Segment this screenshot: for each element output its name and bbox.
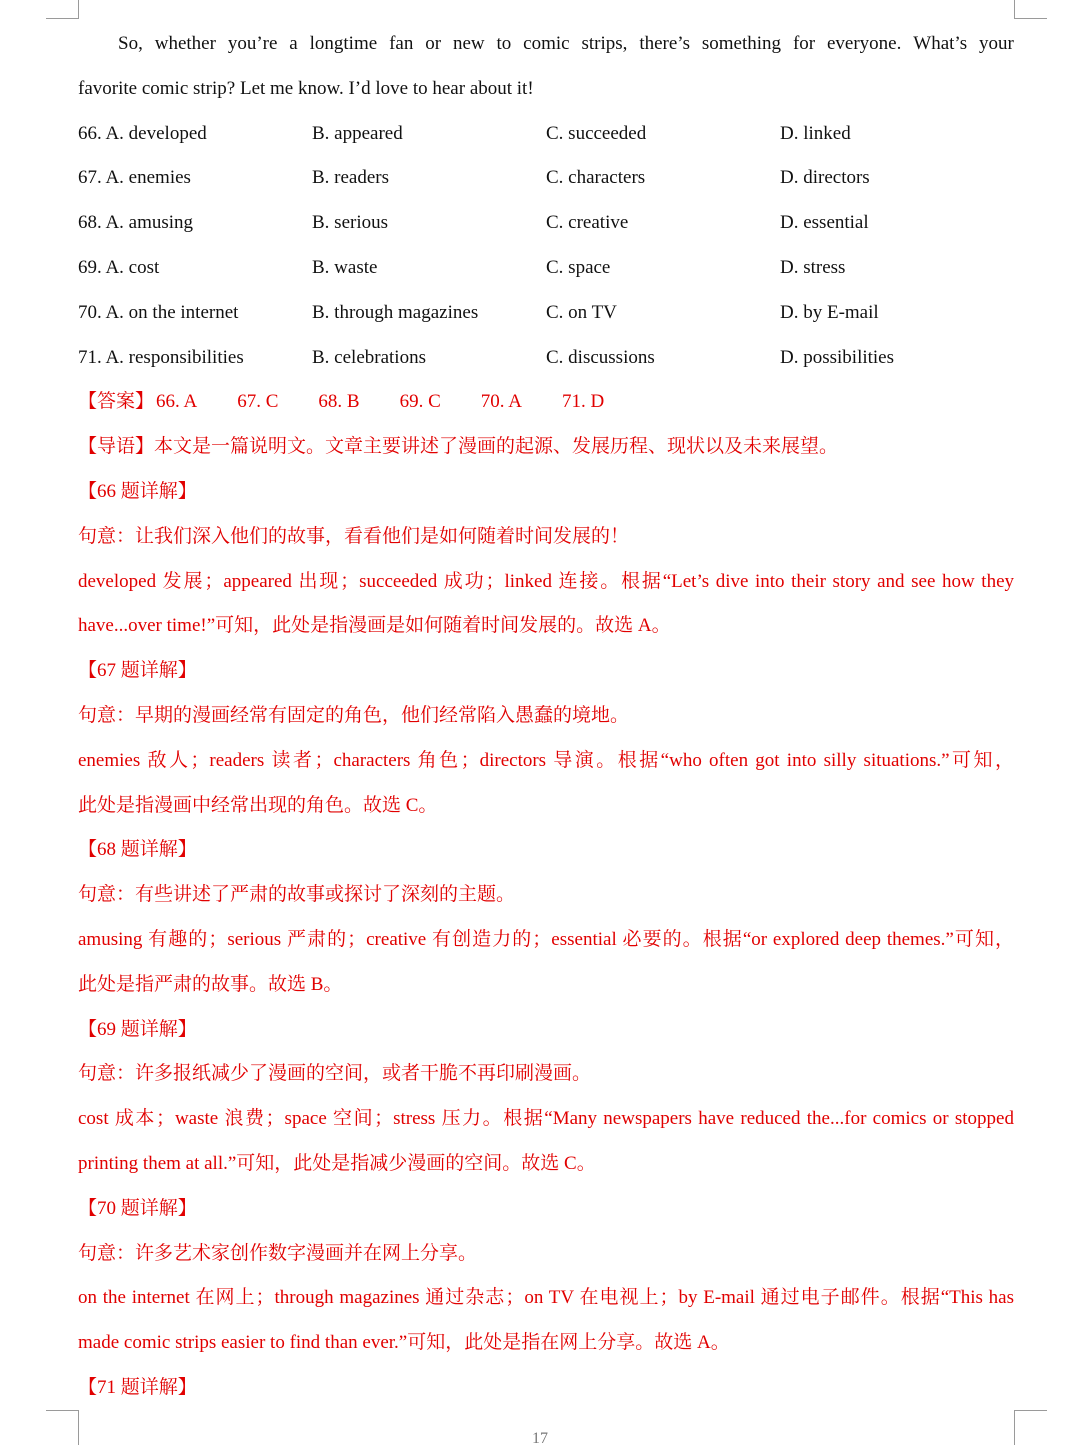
- question-row: [78, 336, 1014, 381]
- option-d: D. essential: [780, 212, 869, 234]
- explanation-detail-line-1: on the internet 在网上；through magazines 通过杂志；on TV 在电视上；by E-mail 通过电子邮件。根据“This has: [78, 1287, 1014, 1309]
- explanation-detail-line-2: 此处是指严肃的故事。故选 B。: [78, 973, 343, 995]
- answer-item: 68. B: [318, 391, 360, 413]
- option-b: B. serious: [312, 212, 388, 234]
- option-b: B. appeared: [312, 122, 403, 144]
- intro-word: there’s: [639, 33, 690, 54]
- option-c: C. on TV: [546, 301, 617, 323]
- explanation-detail-line-2: 此处是指漫画中经常出现的角色。故选 C。: [78, 794, 438, 816]
- option-d: D. stress: [780, 256, 846, 278]
- answer-item: 67. C: [237, 391, 279, 413]
- crop-mark-top-right: [1014, 0, 1047, 19]
- intro-line-1: [78, 22, 1014, 67]
- intro-word: whether: [154, 33, 216, 54]
- explanation-heading: 【66 题详解】: [78, 480, 197, 502]
- question-row: [78, 246, 1014, 291]
- intro-word: something: [701, 33, 782, 54]
- explanation-heading-71: 【71 题详解】: [78, 1376, 197, 1398]
- explanation-heading: 【70 题详解】: [78, 1197, 197, 1219]
- option-d: D. possibilities: [780, 346, 895, 368]
- intro-word: your: [978, 33, 1014, 54]
- question-row: [78, 201, 1014, 246]
- option-c: C. creative: [546, 212, 629, 234]
- option-c: C. characters: [546, 167, 646, 189]
- intro-word: comic: [523, 33, 570, 54]
- option-a: 66. A. developed: [78, 122, 207, 144]
- page-content: [78, 22, 1014, 1411]
- question-row: [78, 112, 1014, 157]
- answer-tag: 【答案】: [78, 391, 155, 413]
- intro-word: new: [452, 33, 485, 54]
- intro-line-2: favorite comic strip? Let me know. I’d love to hear about it!: [78, 77, 534, 99]
- intro-word: So,: [118, 33, 143, 54]
- explanation-heading: 【69 题详解】: [78, 1018, 197, 1040]
- intro-word: What’s: [913, 33, 968, 54]
- option-c: C. succeeded: [546, 122, 647, 144]
- intro-word: you’re: [227, 33, 278, 54]
- option-a: 68. A. amusing: [78, 212, 194, 234]
- explanation-detail-line-1: enemies 敌人；readers 读者；characters 角色；directors 导演。根据“who often got into silly situations.”可知，: [78, 749, 1014, 771]
- option-b: B. through magazines: [312, 301, 479, 323]
- option-b: B. waste: [312, 256, 378, 278]
- explanation-meaning: 句意：许多报纸减少了漫画的空间，或者干脆不再印刷漫画。: [78, 1063, 592, 1085]
- answer-item: 66. A: [156, 391, 198, 413]
- crop-mark-top-left: [46, 0, 79, 19]
- guide-text: 【导语】本文是一篇说明文。文章主要讲述了漫画的起源、发展历程、现状以及未来展望。: [78, 436, 839, 458]
- answer-row: [78, 380, 1014, 425]
- option-a: 69. A. cost: [78, 256, 160, 278]
- intro-word: to: [496, 33, 512, 54]
- explanation-detail-line-2: printing them at all.”可知，此处是指减少漫画的空间。故选 C。: [78, 1152, 596, 1174]
- option-b: B. celebrations: [312, 346, 426, 368]
- option-d: D. by E-mail: [780, 301, 879, 323]
- question-row: [78, 156, 1014, 201]
- intro-word: for: [792, 33, 816, 54]
- answer-item: 69. C: [399, 391, 441, 413]
- explanation-meaning: 句意：许多艺术家创作数字漫画并在网上分享。: [78, 1242, 478, 1264]
- option-a: 67. A. enemies: [78, 167, 191, 189]
- intro-word: longtime: [309, 33, 378, 54]
- intro-word: or: [425, 33, 442, 54]
- explanation-heading: 【67 题详解】: [78, 660, 197, 682]
- option-c: C. space: [546, 256, 611, 278]
- explanations: [78, 470, 1014, 1366]
- answer-item: 70. A: [480, 391, 522, 413]
- explanation-detail-line-1: developed 发展；appeared 出现；succeeded 成功；linked 连接。根据“Let’s dive into their story and see how they: [78, 570, 1014, 592]
- option-a: 71. A. responsibilities: [78, 346, 244, 368]
- answer-items: [156, 380, 644, 425]
- explanation-meaning: 句意：让我们深入他们的故事，看看他们是如何随着时间发展的！: [78, 525, 630, 547]
- explanation-detail-line-2: made comic strips easier to find than ever.”可知，此处是指在网上分享。故选 A。: [78, 1332, 730, 1354]
- page-number: 17: [532, 1430, 548, 1447]
- question-row: [78, 291, 1014, 336]
- explanation-detail-line-2: have...over time!”可知，此处是指漫画是如何随着时间发展的。故选 A。: [78, 615, 671, 637]
- intro-word: a: [289, 33, 298, 54]
- explanation-meaning: 句意：有些讲述了严肃的故事或探讨了深刻的主题。: [78, 884, 516, 906]
- option-d: D. directors: [780, 167, 870, 189]
- option-c: C. discussions: [546, 346, 655, 368]
- explanation-detail-line-1: amusing 有趣的；serious 严肃的；creative 有创造力的；essential 必要的。根据“or explored deep themes.”可知，: [78, 928, 1014, 950]
- option-a: 70. A. on the internet: [78, 301, 239, 323]
- explanation-meaning: 句意：早期的漫画经常有固定的角色，他们经常陷入愚蠢的境地。: [78, 704, 630, 726]
- option-d: D. linked: [780, 122, 851, 144]
- explanation-heading: 【68 题详解】: [78, 839, 197, 861]
- options-list: [78, 112, 1014, 381]
- intro-word: strips,: [581, 33, 628, 54]
- option-b: B. readers: [312, 167, 390, 189]
- intro-word: fan: [389, 33, 414, 54]
- answer-item: 71. D: [561, 391, 605, 413]
- explanation-detail-line-1: cost 成本；waste 浪费；space 空间；stress 压力。根据“Many newspapers have reduced the...for comics or stopped: [78, 1108, 1014, 1130]
- intro-word: everyone.: [826, 33, 902, 54]
